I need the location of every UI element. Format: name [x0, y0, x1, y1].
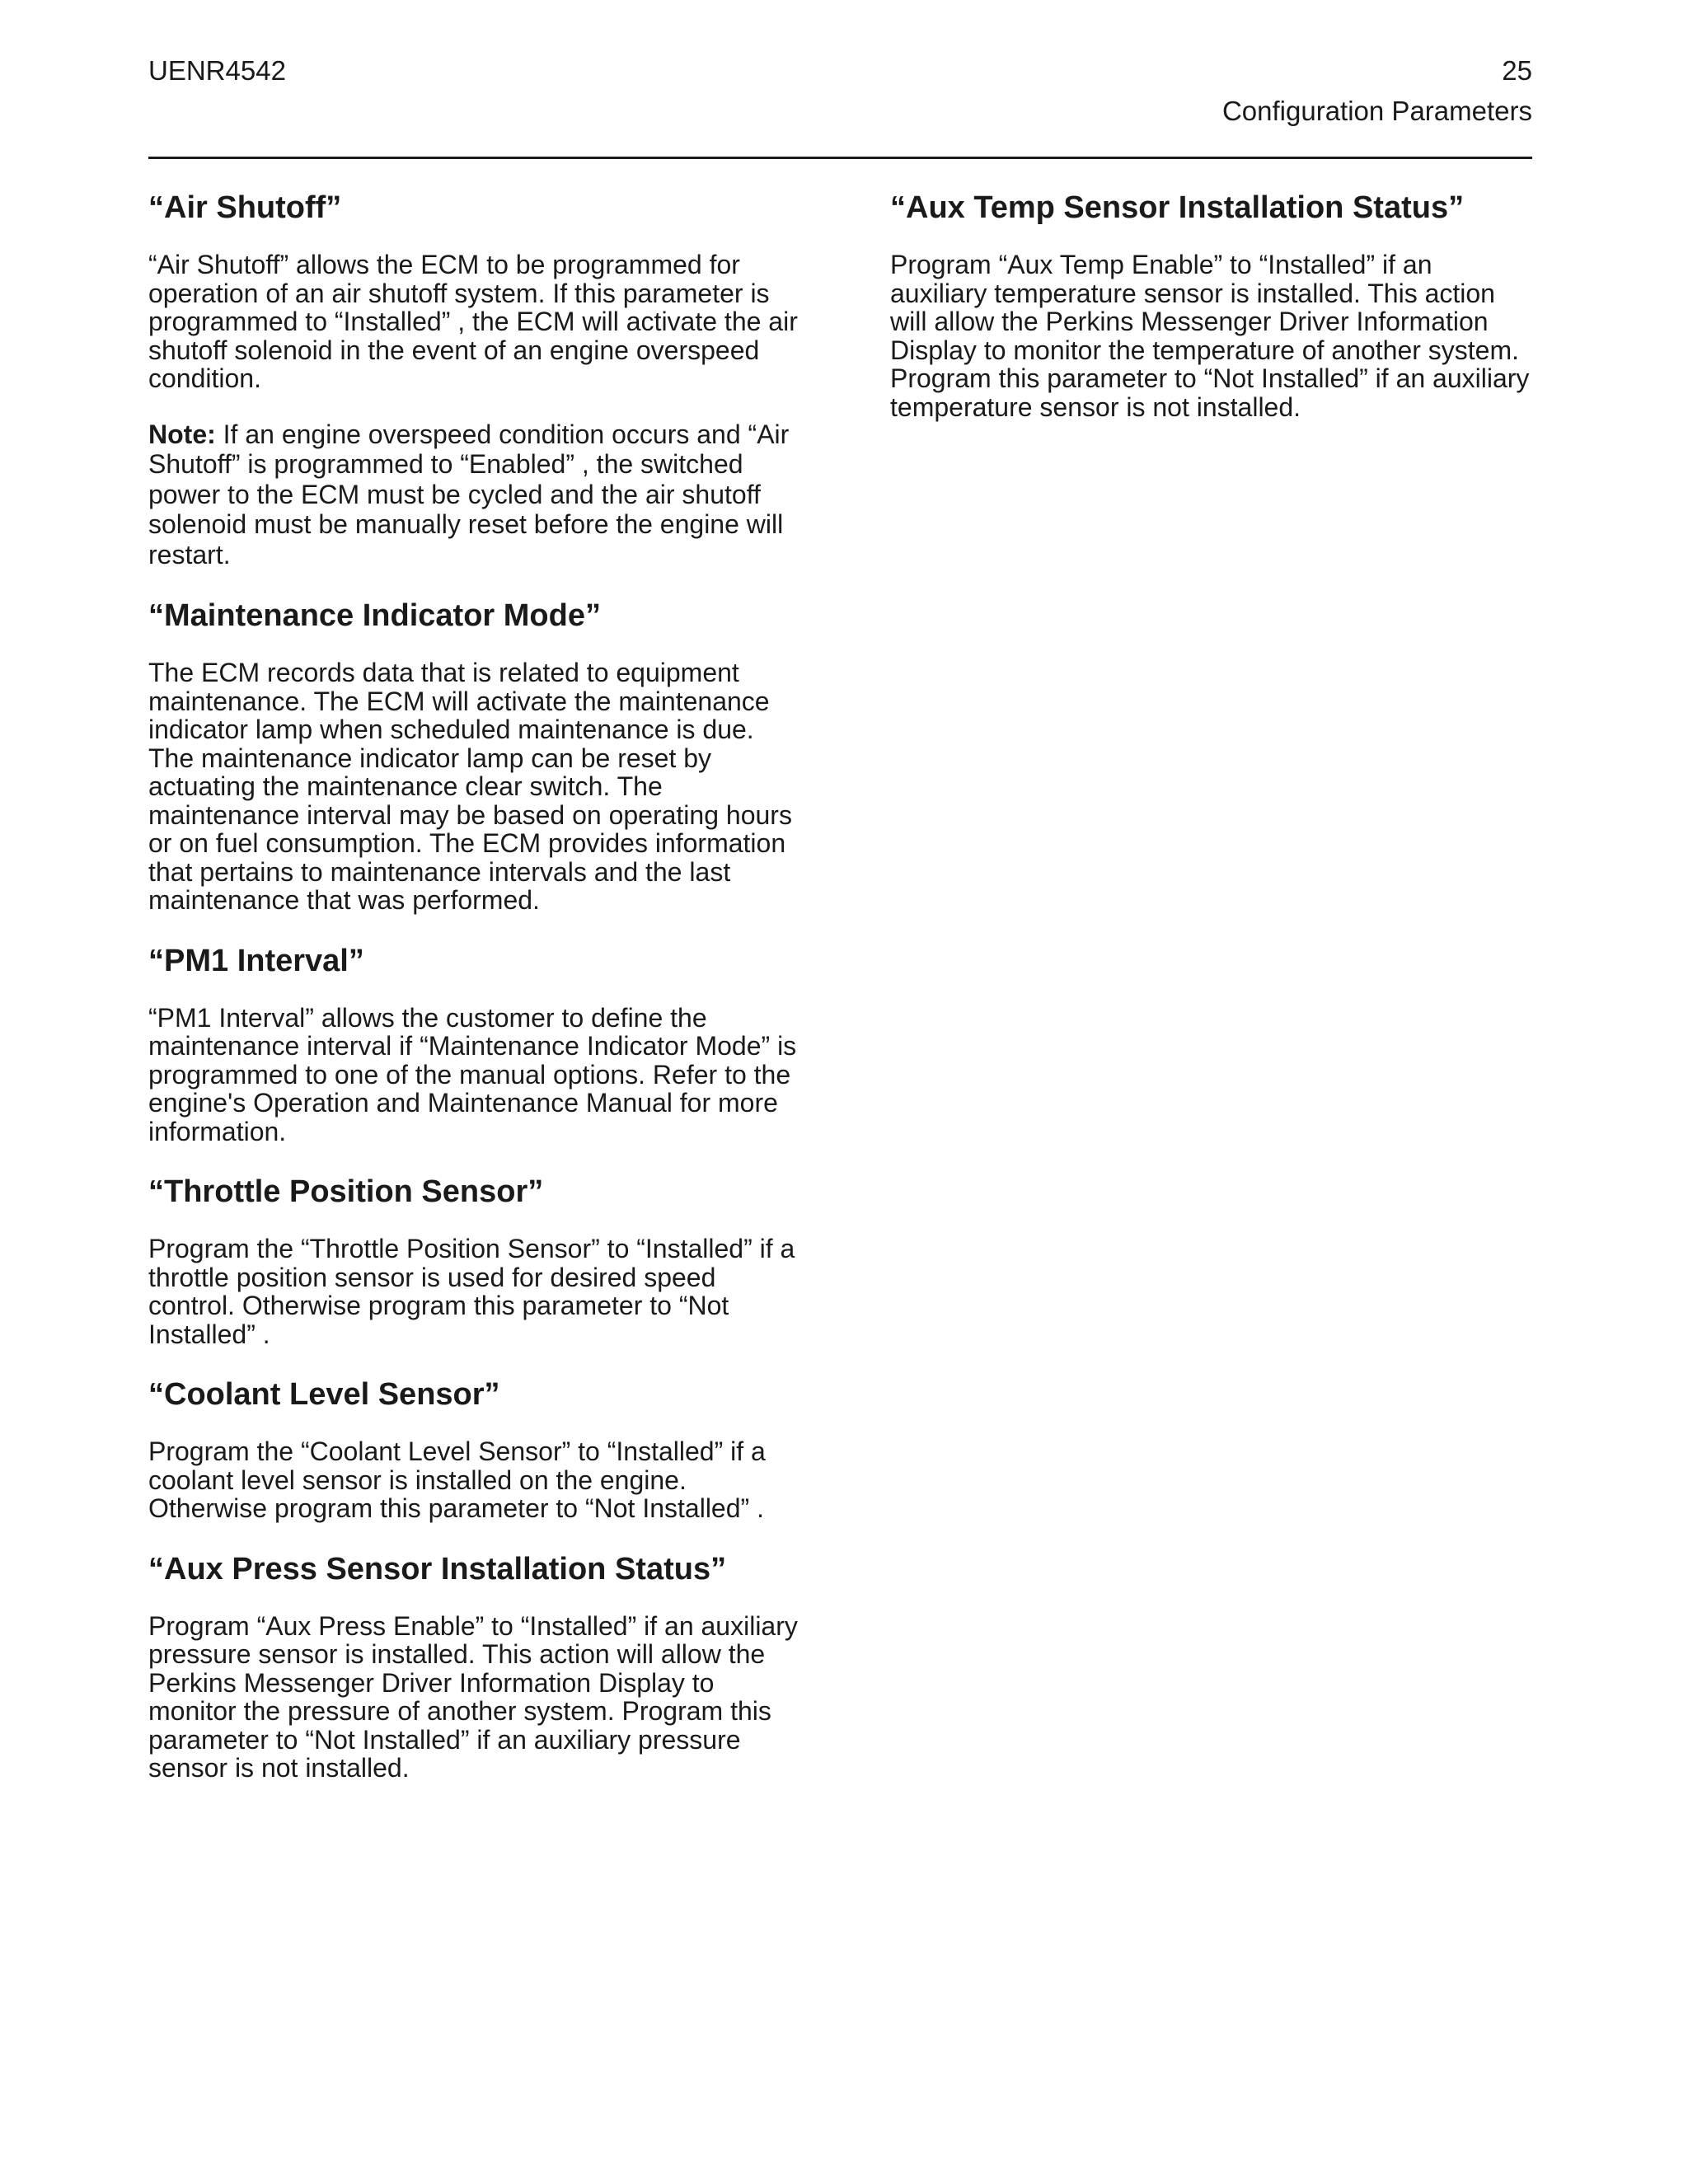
section-air-shutoff	[148, 188, 799, 569]
note-paragraph	[148, 419, 799, 570]
section-aux-temp-sensor	[890, 188, 1533, 421]
note-text: If an engine overspeed condition occurs and “Air Shutoff” is programmed to “Enabled” , the switched power to the ECM must be cycled and the air shutoff solenoid must be manually reset before the engine will restart.	[148, 419, 790, 569]
right-column	[890, 188, 1533, 448]
left-column	[148, 188, 799, 1809]
section-heading: “Air Shutoff”	[148, 190, 342, 225]
section-heading: “Maintenance Indicator Mode”	[148, 598, 601, 633]
section-paragraph: “PM1 Interval” allows the customer to define the maintenance interval if “Maintenance Indicator Mode” is programmed to one of the manual options. Refer to the engine's Operation and Maintenance Manual for more information.	[148, 1002, 797, 1146]
section-aux-press-sensor	[148, 1549, 799, 1783]
section-coolant-level-sensor	[148, 1375, 799, 1523]
section-throttle-position-sensor	[148, 1172, 799, 1348]
section-paragraph: Program “Aux Temp Enable” to “Installed” if an auxiliary temperature sensor is installed. This action will allow the Perkins Messenger Driver Information Display to monitor the temperature of another system. Program this parameter to “Not Installed” if an auxiliary temperature sensor is not installed.	[890, 250, 1530, 422]
section-paragraph: The ECM records data that is related to equipment maintenance. The ECM will activate the maintenance indicator lamp when scheduled maintenance is due. The maintenance indicator lamp can be reset by actuating the maintenance clear switch. The maintenance interval may be based on operating hours or on fuel consumption. The ECM provides information that pertains to maintenance intervals and the last maintenance that was performed.	[148, 658, 792, 915]
section-heading: “Throttle Position Sensor”	[148, 1174, 544, 1209]
section-paragraph: Program the “Coolant Level Sensor” to “Installed” if a coolant level sensor is installed on the engine. Otherwise program this parameter to “Not Installed” .	[148, 1436, 766, 1523]
document-id: UENR4542	[148, 55, 286, 86]
section-title: Configuration Parameters	[1221, 96, 1532, 126]
section-maintenance-indicator-mode	[148, 596, 799, 915]
section-pm1-interval	[148, 941, 799, 1146]
section-heading: “PM1 Interval”	[148, 943, 364, 978]
page-number: 25	[1502, 55, 1532, 86]
section-heading: “Aux Temp Sensor Installation Status”	[890, 190, 1465, 225]
section-paragraph: “Air Shutoff” allows the ECM to be programmed for operation of an air shutoff system. If this parameter is programmed to “Installed” , the ECM will activate the air shutoff solenoid in the event of an engine overspeed condition.	[148, 250, 798, 393]
section-heading: “Aux Press Sensor Installation Status”	[148, 1551, 727, 1586]
section-heading: “Coolant Level Sensor”	[148, 1377, 500, 1412]
section-paragraph: Program “Aux Press Enable” to “Installed” if an auxiliary pressure sensor is installed. This action will allow the Perkins Messenger Driver Information Display to monitor the pressure of another system. Program this parameter to “Not Installed” if an auxiliary pressure sensor is not installed.	[148, 1610, 798, 1783]
page-header	[148, 54, 1532, 129]
note-label: Note:	[148, 419, 216, 449]
section-paragraph: Program the “Throttle Position Sensor” to “Installed” if a throttle position sensor is used for desired speed control. Otherwise program this parameter to “Not Installed” .	[148, 1234, 795, 1349]
header-divider	[148, 157, 1532, 159]
